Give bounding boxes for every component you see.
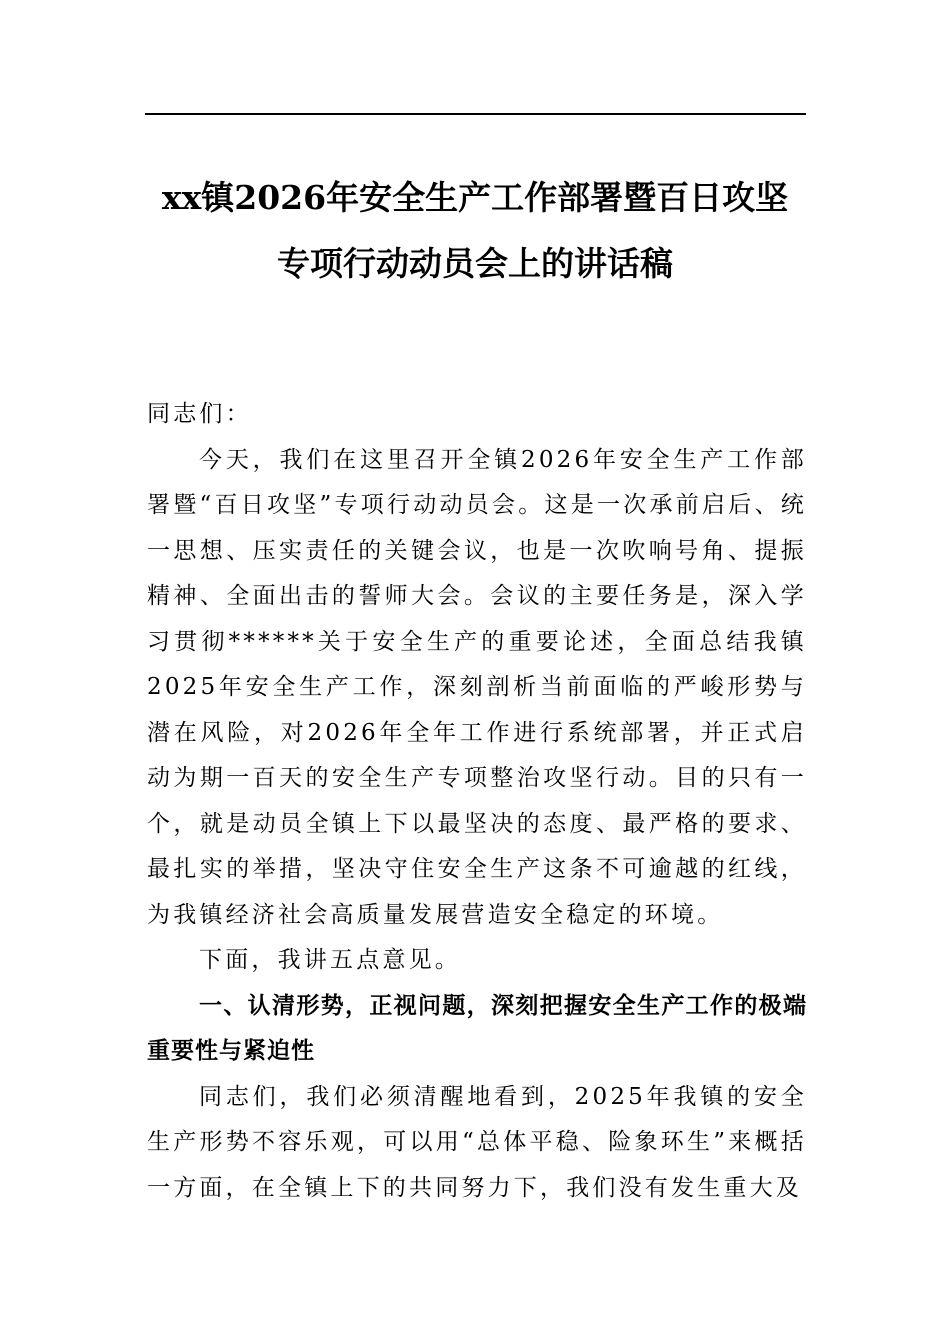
document-title	[120, 165, 830, 297]
title-line-2: 专项行动动员会上的讲话稿	[277, 244, 673, 283]
section-heading-1: 一、认清形势，正视问题，深刻把握安全生产工作的极端重要性与紧迫性	[147, 992, 807, 1064]
document-body	[147, 392, 807, 1211]
paragraph-opening: 今天，我们在这里召开全镇2026年安全生产工作部署暨“百日攻坚”专项行动动员会。这是一次承前启后、统一思想、压实责任的关键会议，也是一次吹响号角、提振精神、全面出击的誓师大会。会议的主要任务是，深入学习贯彻******关于安全生产的重要论述，全面总结我镇2025年安全生产工作，深刻剖析当前面临的严峻形势与潜在风险，对2026年全年工作进行系统部署，并正式启动为期一百天的安全生产专项整治攻坚行动。目的只有一个，就是动员全镇上下以最坚决的态度、最严格的要求、最扎实的举措，坚决守住安全生产这条不可逾越的红线，为我镇经济社会高质量发展营造安全稳定的环境。	[147, 446, 807, 928]
paragraph-section-1: 同志们，我们必须清醒地看到，2025年我镇的安全生产形势不容乐观，可以用“总体平稳、险象环生”来概括一方面，在全镇上下的共同努力下，我们没有发生重大及	[147, 1083, 807, 1201]
title-line-1: xx镇2026年安全生产工作部署暨百日攻坚	[161, 178, 789, 217]
header-rule	[145, 113, 806, 115]
paragraph-intro-points: 下面，我讲五点意见。	[199, 947, 461, 973]
salutation: 同志们：	[147, 401, 252, 427]
